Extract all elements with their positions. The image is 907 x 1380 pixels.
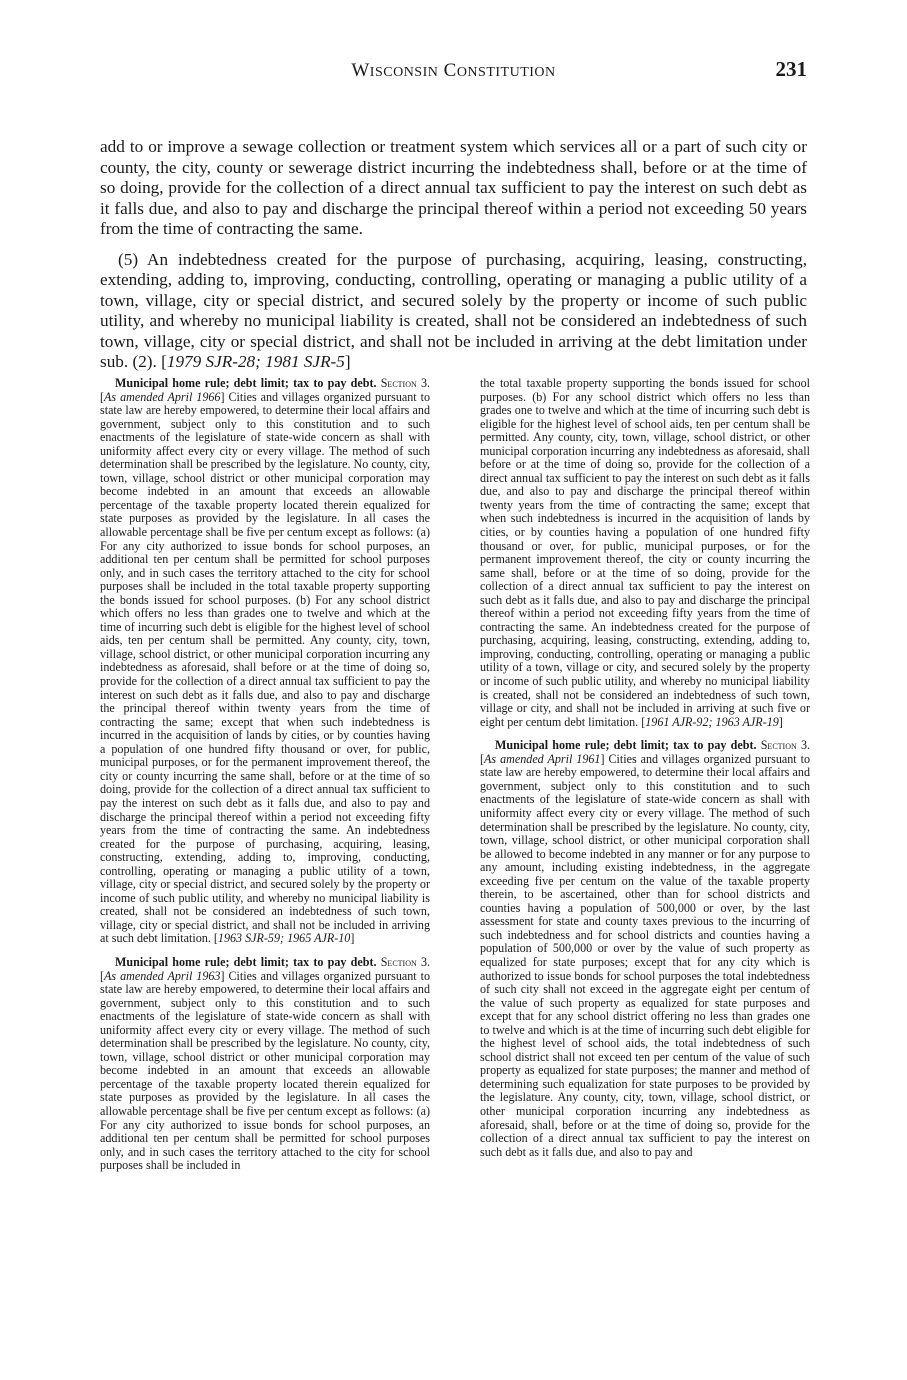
main-paragraph-2-close: ] [344,352,351,371]
entry-heading: Municipal home rule; debt limit; tax to pay debt. [115,376,377,390]
main-text-block [100,137,807,373]
entry-text: ] Cities and villages organized pursuant to state law are hereby empowered, to determine their local affairs and government, subject only to this constitution and to such enactments of the legislature of state‑wide concern as shall with uniformity affect every city or every village. The method of such determination shall be prescribed by the legislature. No county, city, town, village, school district, or other municipal corporation shall be allowed to become indebted in any manner or for any purpose to any amount, including existing indebtedness, in the aggregate exceeding five per centum on the value of the taxable property therein, to be ascertained, other than for school districts and counties having a population of 500,000 or over, by the last assessment for state and county taxes previous to the incurring of such indebtedness and for school districts and counties having a population of 500,000 or over by the value of such property as equalized for state purposes; except that for any city which is authorized to issue bonds for school purposes the total indebtedness of such city shall not exceed in the aggregate eight per centum of the value of such property as equalized for state purposes and except that for any school district offering no less than grades one to twelve and which is at the time of incurring such debt eligible for the highest level of school aids, the total indebtedness of such school district shall not exceed ten per centum of the value of such property as equalized for state purposes; the manner and method of determining such equalization for state purposes to be provided by the legislature. Any county, city, town, village, school district, or other municipal corporation incurring any indebtedness as aforesaid, shall, before or at the time of doing so, provide for the collection of a direct annual tax sufficient to pay the interest on such debt as it falls due, and also to pay and [480,751,811,1159]
entry-close: ] [350,931,355,946]
entry-citation: 1963 SJR-59; 1965 AJR-10 [217,931,351,946]
entry-text: ] Cities and villages organized pursuant to state law are hereby empowered, to determine their local affairs and government, subject only to this constitution and to such enactments of the legislature of state‑wide concern as shall with uniformity affect every city or every village. The method of such determination shall be prescribed by the legislature. No county, city, town, village, school district or other municipal corporation may become indebted in an amount that exceeds an allowable percentage of the taxable property located therein equalized for state purposes as provided by the legislature. In all cases the allowable percentage shall be five per centum except as follows: (a) For any city authorized to issue bonds for school purposes, an additional ten per centum shall be permitted for school purposes only, and in such cases the territory attached to the city for school purposes shall be included in the total taxable property supporting the bonds issued for school purposes. (b) For any school district which offers no less than grades one to twelve and which at the time of incurring such debt is eligible for the highest level of school aids, ten per centum shall be permitted. Any county, city, town, village, school district, or other municipal corporation incurring any indebtedness as aforesaid, shall before or at the time of doing so, provide for the collection of a direct annual tax sufficient to pay the interest on such debt as it falls due, and also to pay and discharge the principal thereof within twenty years from the time of contracting the same; except that when such indebtedness is incurred in the acquisition of lands by cities, or by counties having a population of one hundred fifty thousand or over, for public, municipal purposes, or for the permanent improvement thereof, the city or county incurring the same shall, before or at the time of so doing, provide for the collection of a direct annual tax sufficient to pay the interest on such debt as it falls due, and also to pay and discharge the principal thereof within a period not exceeding fifty years from the time of contracting the same. An indebtedness created for the purpose of purchasing, acquiring, leasing, constructing, extending, adding to, improving, conducting, controlling, operating or managing a public utility of a town, village, city or special district, and secured solely by the property or income of such public utility, and whereby no municipal liability is created, shall not be considered an indebtedness of such town, village, city or special district, and shall not be included in arriving at such debt limitation. [ [100,389,431,946]
running-title [100,60,807,82]
title-rest-constitution: ONSTITUTION [456,65,556,80]
history-entry-1961 [480,739,810,1159]
main-paragraph-1: add to or improve a sewage collection or treatment system which services all or a part of such city or county, the city, county or sewerage district incurring the indebtedness shall, before or at the time of so doing, provide for the collection of a direct annual tax sufficient to pay the interest on such debt as it falls due, and also to pay and discharge the principal thereof within a period not exceeding 50 years from the time of contracting the same. [100,137,807,238]
section-label: Section [380,376,417,390]
amended-note: As amended April 1963 [104,968,221,983]
main-paragraph-2 [100,250,807,373]
title-letter-c: C [443,60,457,81]
section-number: 3. [ [480,738,811,766]
running-header [100,57,807,90]
section-label: Section [760,738,797,753]
title-rest-wisconsin: ISCONSIN [369,65,439,80]
entry-heading: Municipal home rule; debt limit; tax to pay debt. [115,954,377,969]
main-paragraph-2-text: (5) An indebtedness created for the purpose of purchasing, acquiring, leasing, constructing, extending, adding to, improving, conducting, controlling, operating or managing a public utility of a town, village, city or special district, and secured solely by the property or income of such public utility, and whereby no municipal liability is created, shall not be considered an indebtedness of such town, village, city or special district, and shall not be included in arriving at the debt limitation under sub. (2). [ [100,249,807,371]
history-entry-1963-continued [480,377,810,729]
entry-heading: Municipal home rule; debt limit; tax to pay debt. [495,738,757,753]
main-paragraph-2-citation: 1979 SJR-28; 1981 SJR-5 [166,352,345,371]
entry-citation: 1961 AJR-92; 1963 AJR-19 [645,714,779,729]
section-number: 3. [ [100,954,431,983]
amended-note: As amended April 1966 [104,389,221,404]
title-letter-w: W [351,60,370,81]
history-entry-1963 [100,956,430,1173]
right-column [480,377,810,1159]
page-number: 231 [775,57,807,81]
section-label: Section [380,954,417,969]
amended-note: As amended April 1961 [484,751,601,766]
entry-text: ] Cities and villages organized pursuant to state law are hereby empowered, to determine their local affairs and government, subject only to this constitution and to such enactments of the legislature of state‑wide concern as shall with uniformity affect every city or every village. The method of such determination shall be prescribed by the legislature. No county, city, town, village, school district or other municipal corporation may become indebted in an amount that exceeds an allowable percentage of the taxable property located therein equalized for state purposes as provided by the legislature. In all cases the allowable percentage shall be five per centum except as follows: (a) For any city authorized to issue bonds for school purposes, an additional ten per centum shall be permitted for school purposes only, and in such cases the territory attached to the city for school purposes shall be included in [100,968,431,1173]
section-number: 3. [ [100,376,431,404]
history-entry-1966 [100,377,430,946]
left-column [100,377,430,1173]
entry-close: ] [778,714,783,729]
entry-text: the total taxable property supporting the bonds issued for school purposes. (b) For any school district which offers no less than grades one to twelve and which at the time of incurring such debt is eligible for the highest level of school aids, ten per centum shall be permitted. Any county, city, town, village, school district, or other municipal corporation incurring any indebtedness as aforesaid, shall before or at the time of doing so, provide for the collection of a direct annual tax sufficient to pay the interest on such debt as it falls due, and also to pay and discharge the principal thereof within twenty years from the time of contracting the same; except that when such indebtedness is incurred in the acquisition of lands by cities, or by counties having a population of one hundred fifty thousand or over, for public, municipal purposes, or for the permanent improvement thereof, the city or county incurring the same shall, before or at the time of so doing, provide for the collection of a direct annual tax sufficient to pay the interest on such debt as it falls due, and also to pay and discharge the principal thereof within a period not exceeding fifty years from the time of contracting the same. An indebtedness created for the purpose of purchasing, acquiring, leasing, constructing, extending, adding to, improving, conducting, controlling, operating or managing a public utility of a town, village or city, and secured solely by the property or income of such public utility, and whereby no municipal liability is created, shall not be considered an indebtedness of such town, village or city, and shall not be included in arriving at such five or eight per centum debt limitation. [ [480,376,810,729]
